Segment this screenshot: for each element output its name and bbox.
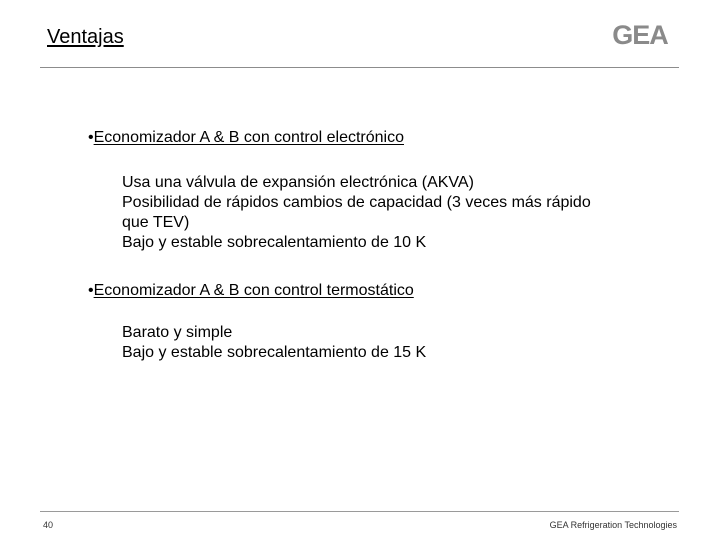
list-item: Barato y simple [122,324,233,341]
page-number: 40 [43,520,54,530]
bullet-electronic-control [88,128,404,148]
header-divider [40,67,679,68]
footer-company-name: GEA Refrigeration Technologies [549,520,677,530]
thermostatic-control-list [122,323,426,363]
list-item: Posibilidad de rápidos cambios de capacidad (3 veces más rápido [122,194,591,211]
list-item: Bajo y estable sobrecalentamiento de 15 K [122,344,427,361]
electronic-control-list [122,173,591,253]
bullet-marker: • [88,129,94,146]
list-item: Bajo y estable sobrecalentamiento de 10 K [122,234,427,251]
gea-logo [600,22,680,48]
bullet-heading: Economizador A & B con control termostático [93,282,414,299]
list-item: Usa una válvula de expansión electrónica (AKVA) [122,174,474,191]
footer-divider [40,511,679,512]
bullet-thermostatic-control [88,281,414,301]
bullet-marker: • [88,282,94,299]
bullet-heading: Economizador A & B con control electrónico [93,129,404,146]
gea-logo-text: GEA [612,22,668,48]
slide-title: Ventajas [47,26,124,48]
list-item: que TEV) [122,214,190,231]
